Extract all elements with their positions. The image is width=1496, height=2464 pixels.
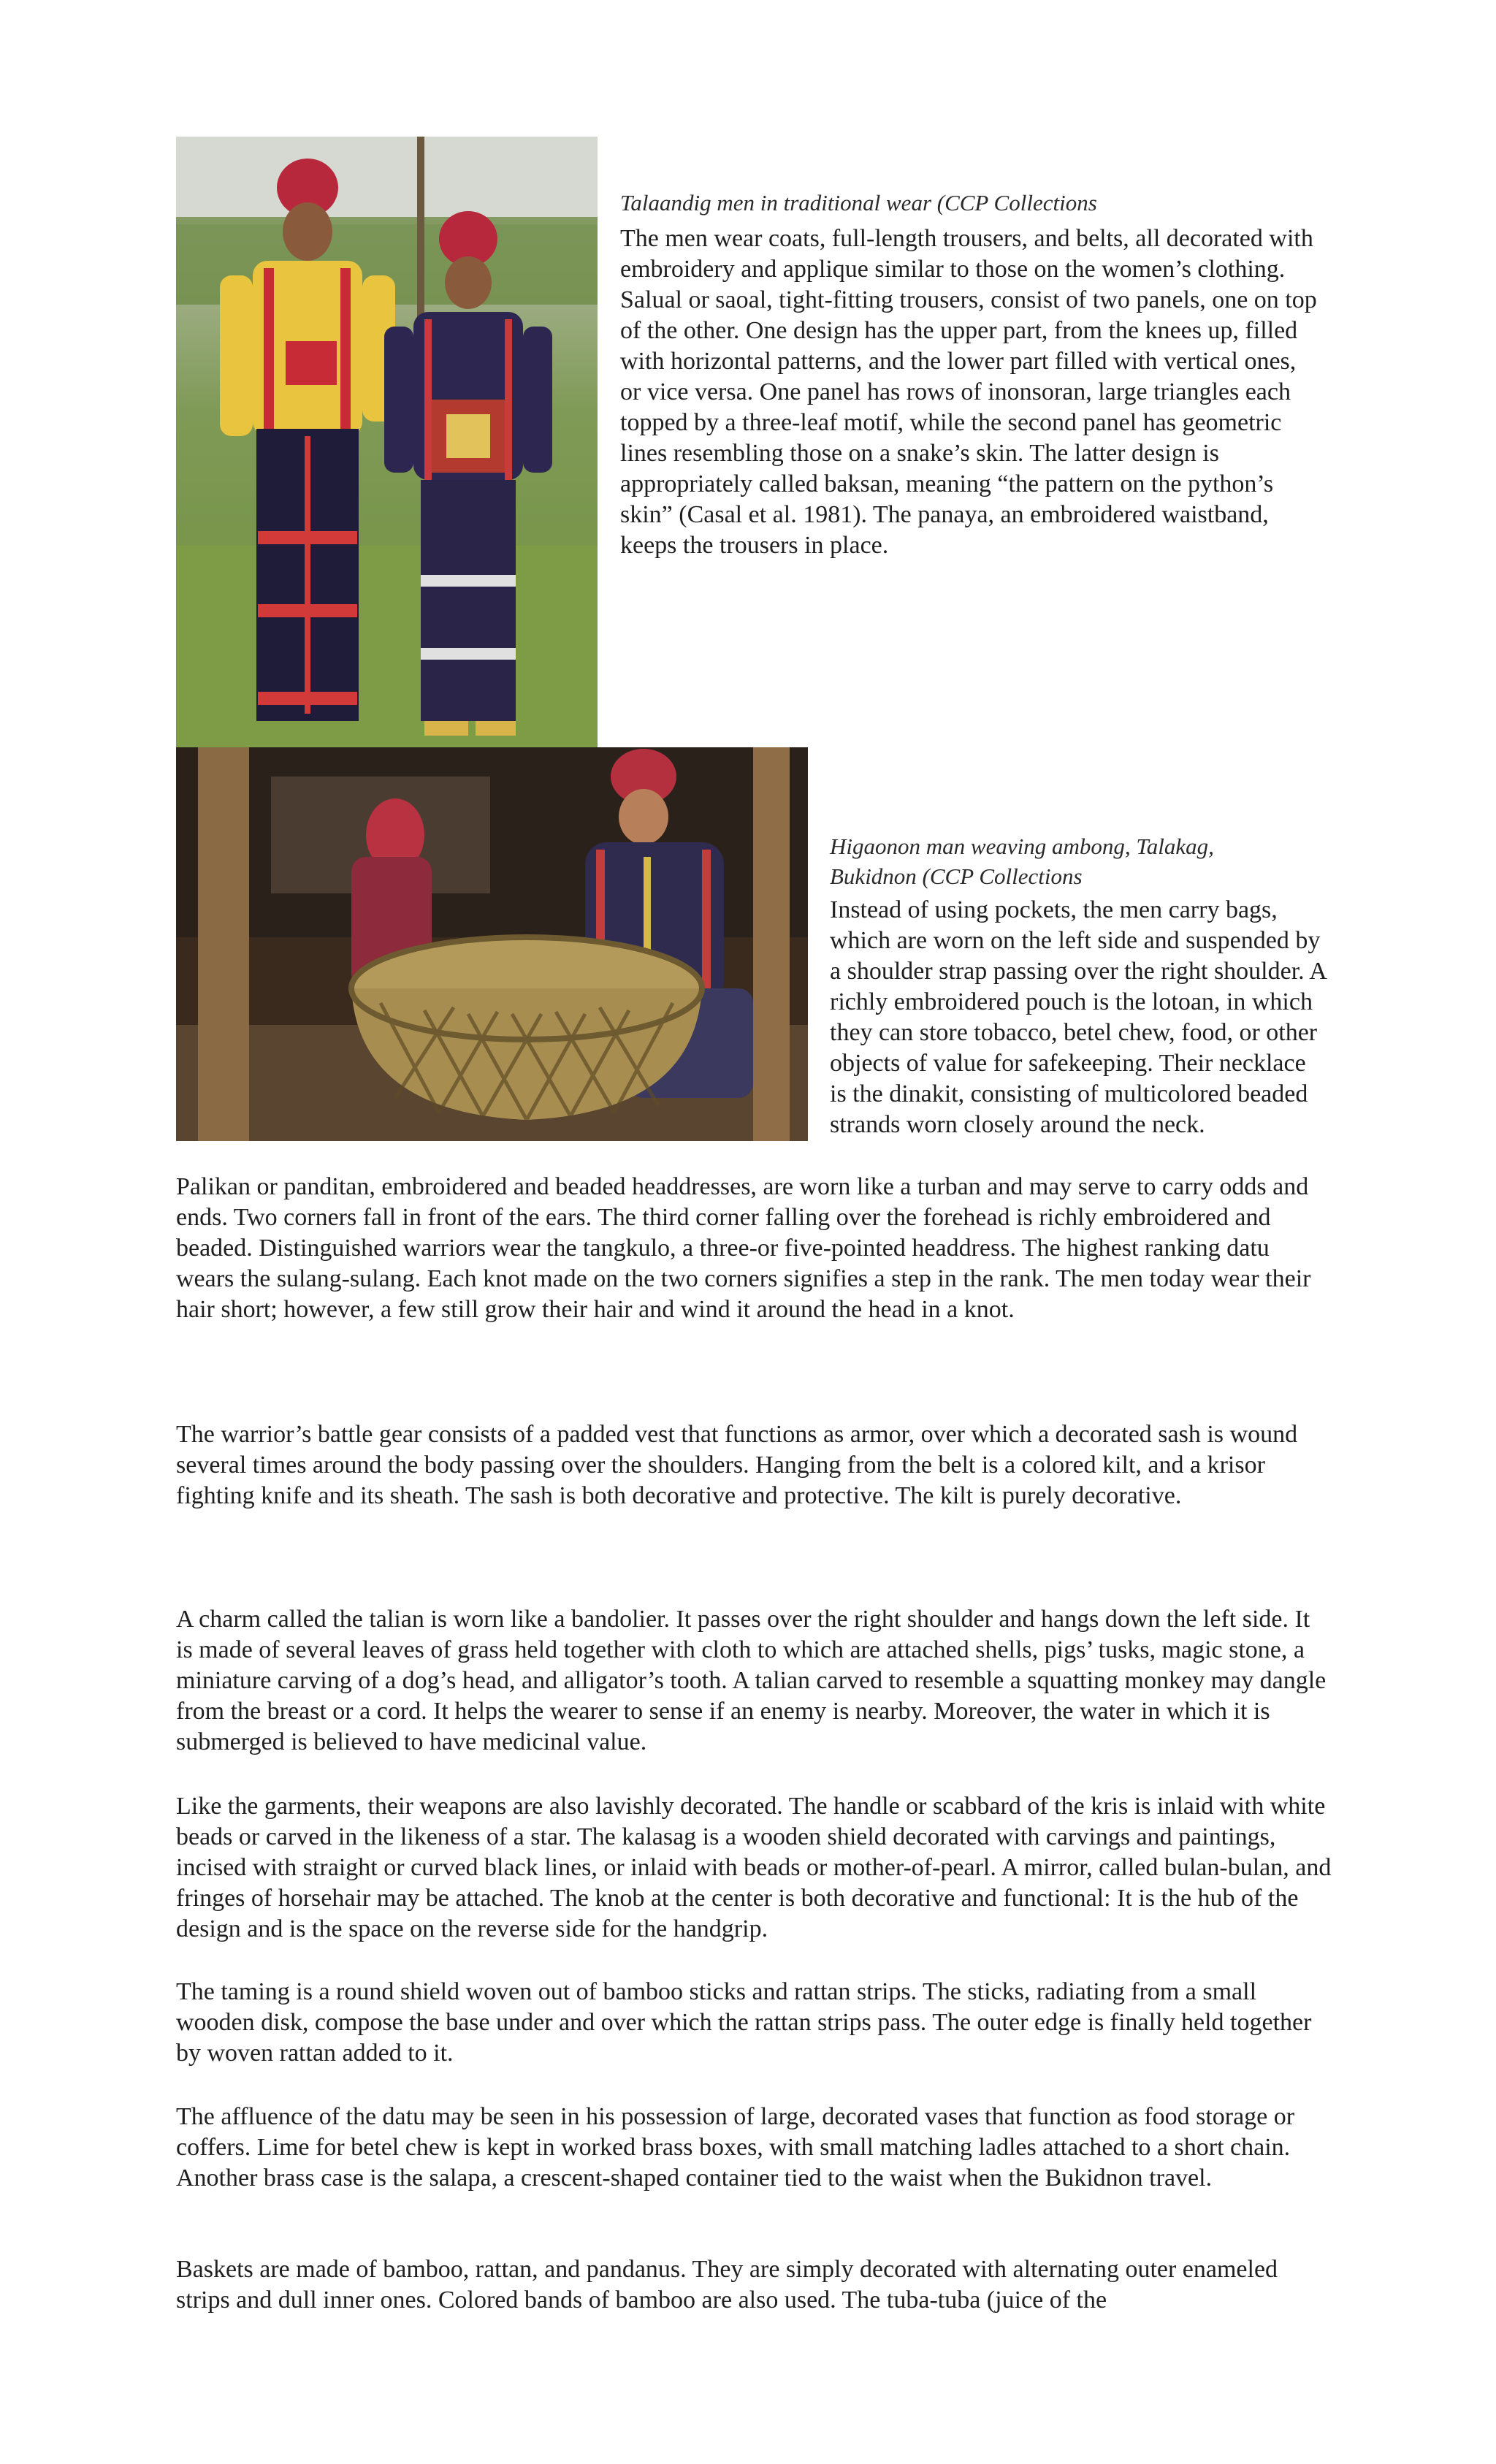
paragraph-headdress: Palikan or panditan, embroidered and beaded headdresses, are worn like a turban and may serve to carry odds and ends. Two corners fall in front of the ears. The third corner falling over the forehead is richly embroidered and beaded. Distinguished warriors wear the tangkulo, a three-or five-pointed headdress. The highest ranking datu wears the sulang-sulang. Each knot made on the two corners signifies a step in the rank. The men today wear their hair short; however, a few still grow their hair and wind it around the head in a knot. (176, 1173, 1311, 1323)
photo-talaandig-men-image (176, 137, 598, 747)
paragraph-taming-shield: The taming is a round shield woven out of bamboo sticks and rattan strips. The sticks, radiating from a small wooden disk, compose the base under and over which the rattan strips pass. The outer edge is finally held together by woven rattan added to it. (176, 1978, 1312, 2067)
paragraph-warrior-gear: The warrior’s battle gear consists of a padded vest that functions as armor, over which a decorated sash is wound several times around the body passing over the shoulders. Hanging from the belt is a colored kilt, and a krisor fighting knife and its sheath. The sash is both decorative and protective. The kilt is purely decorative. (176, 1421, 1298, 1509)
paragraph-pockets: Instead of using pockets, the men carry bags, which are worn on the left side and suspended by a shoulder strap passing over the right shoulder. A richly embroidered pouch is the lotoan, in which they can store tobacco, betel chew, food, or other objects of value for safekeeping. Their necklace is the dinakit, consisting of multicolored beaded strands worn closely around the neck. (830, 896, 1326, 1138)
caption-higaonon: Higaonon man weaving ambong, Talakag, Bukidnon (CCP Collections (830, 834, 1214, 889)
photo-higaonon-weaving-image (176, 747, 808, 1141)
paragraph-affluence: The affluence of the datu may be seen in his possession of large, decorated vases that function as food storage or coffers. Lime for betel chew is kept in worked brass boxes, with small matching ladles attached to a short chain. Another brass case is the salapa, a crescent-shaped container tied to the waist when the Bukidnon travel. (176, 2103, 1295, 2192)
photo-higaonon-weaving (176, 747, 808, 1141)
paragraph-men-wear: The men wear coats, full-length trousers, and belts, all decorated with embroidery and applique similar to those on the women’s clothing. Salual or saoal, tight-fitting trousers, consist of two panels, one on top of the other. One design has the upper part, from the knees up, filled with horizontal patterns, and the lower part filled with vertical ones, or vice versa. One panel has rows of inonsoran, large triangles each topped by a three-leaf motif, while the second panel has geometric lines resembling those on a snake’s skin. The latter design is appropriately called baksan, meaning “the pattern on the python’s skin” (Casal et al. 1981). The panaya, an embroidered waistband, keeps the trousers in place. (620, 225, 1317, 559)
paragraph-baskets: Baskets are made of bamboo, rattan, and pandanus. They are simply decorated with alternating outer enameled strips and dull inner ones. Colored bands of bamboo are also used. The tuba-tuba (juice of the (176, 2256, 1278, 2314)
paragraph-weapons: Like the garments, their weapons are also lavishly decorated. The handle or scabbard of the kris is inlaid with white beads or carved in the likeness of a star. The kalasag is a wooden shield decorated with carvings and paintings, incised with straight or curved black lines, or inlaid with beads or mother-of-pearl. A mirror, called bulan-bulan, and fringes of horsehair may be attached. The knob at the center is both decorative and functional: It is the hub of the design and is the space on the reverse side for the handgrip. (176, 1793, 1332, 1942)
paragraph-talian-charm: A charm called the talian is worn like a bandolier. It passes over the right shoulder and hangs down the left side. It is made of several leaves of grass held together with cloth to which are attached shells, pigs’ tusks, magic stone, a miniature carving of a dog’s head, and alligator’s tooth. A talian carved to resemble a squatting monkey may dangle from the breast or a cord. It helps the wearer to sense if an enemy is nearby. Moreover, the water in which it is submerged is believed to have medicinal value. (176, 1606, 1327, 1755)
caption-talaandig: Talaandig men in traditional wear (CCP Collections (620, 190, 1097, 215)
photo-talaandig-men (176, 137, 598, 747)
